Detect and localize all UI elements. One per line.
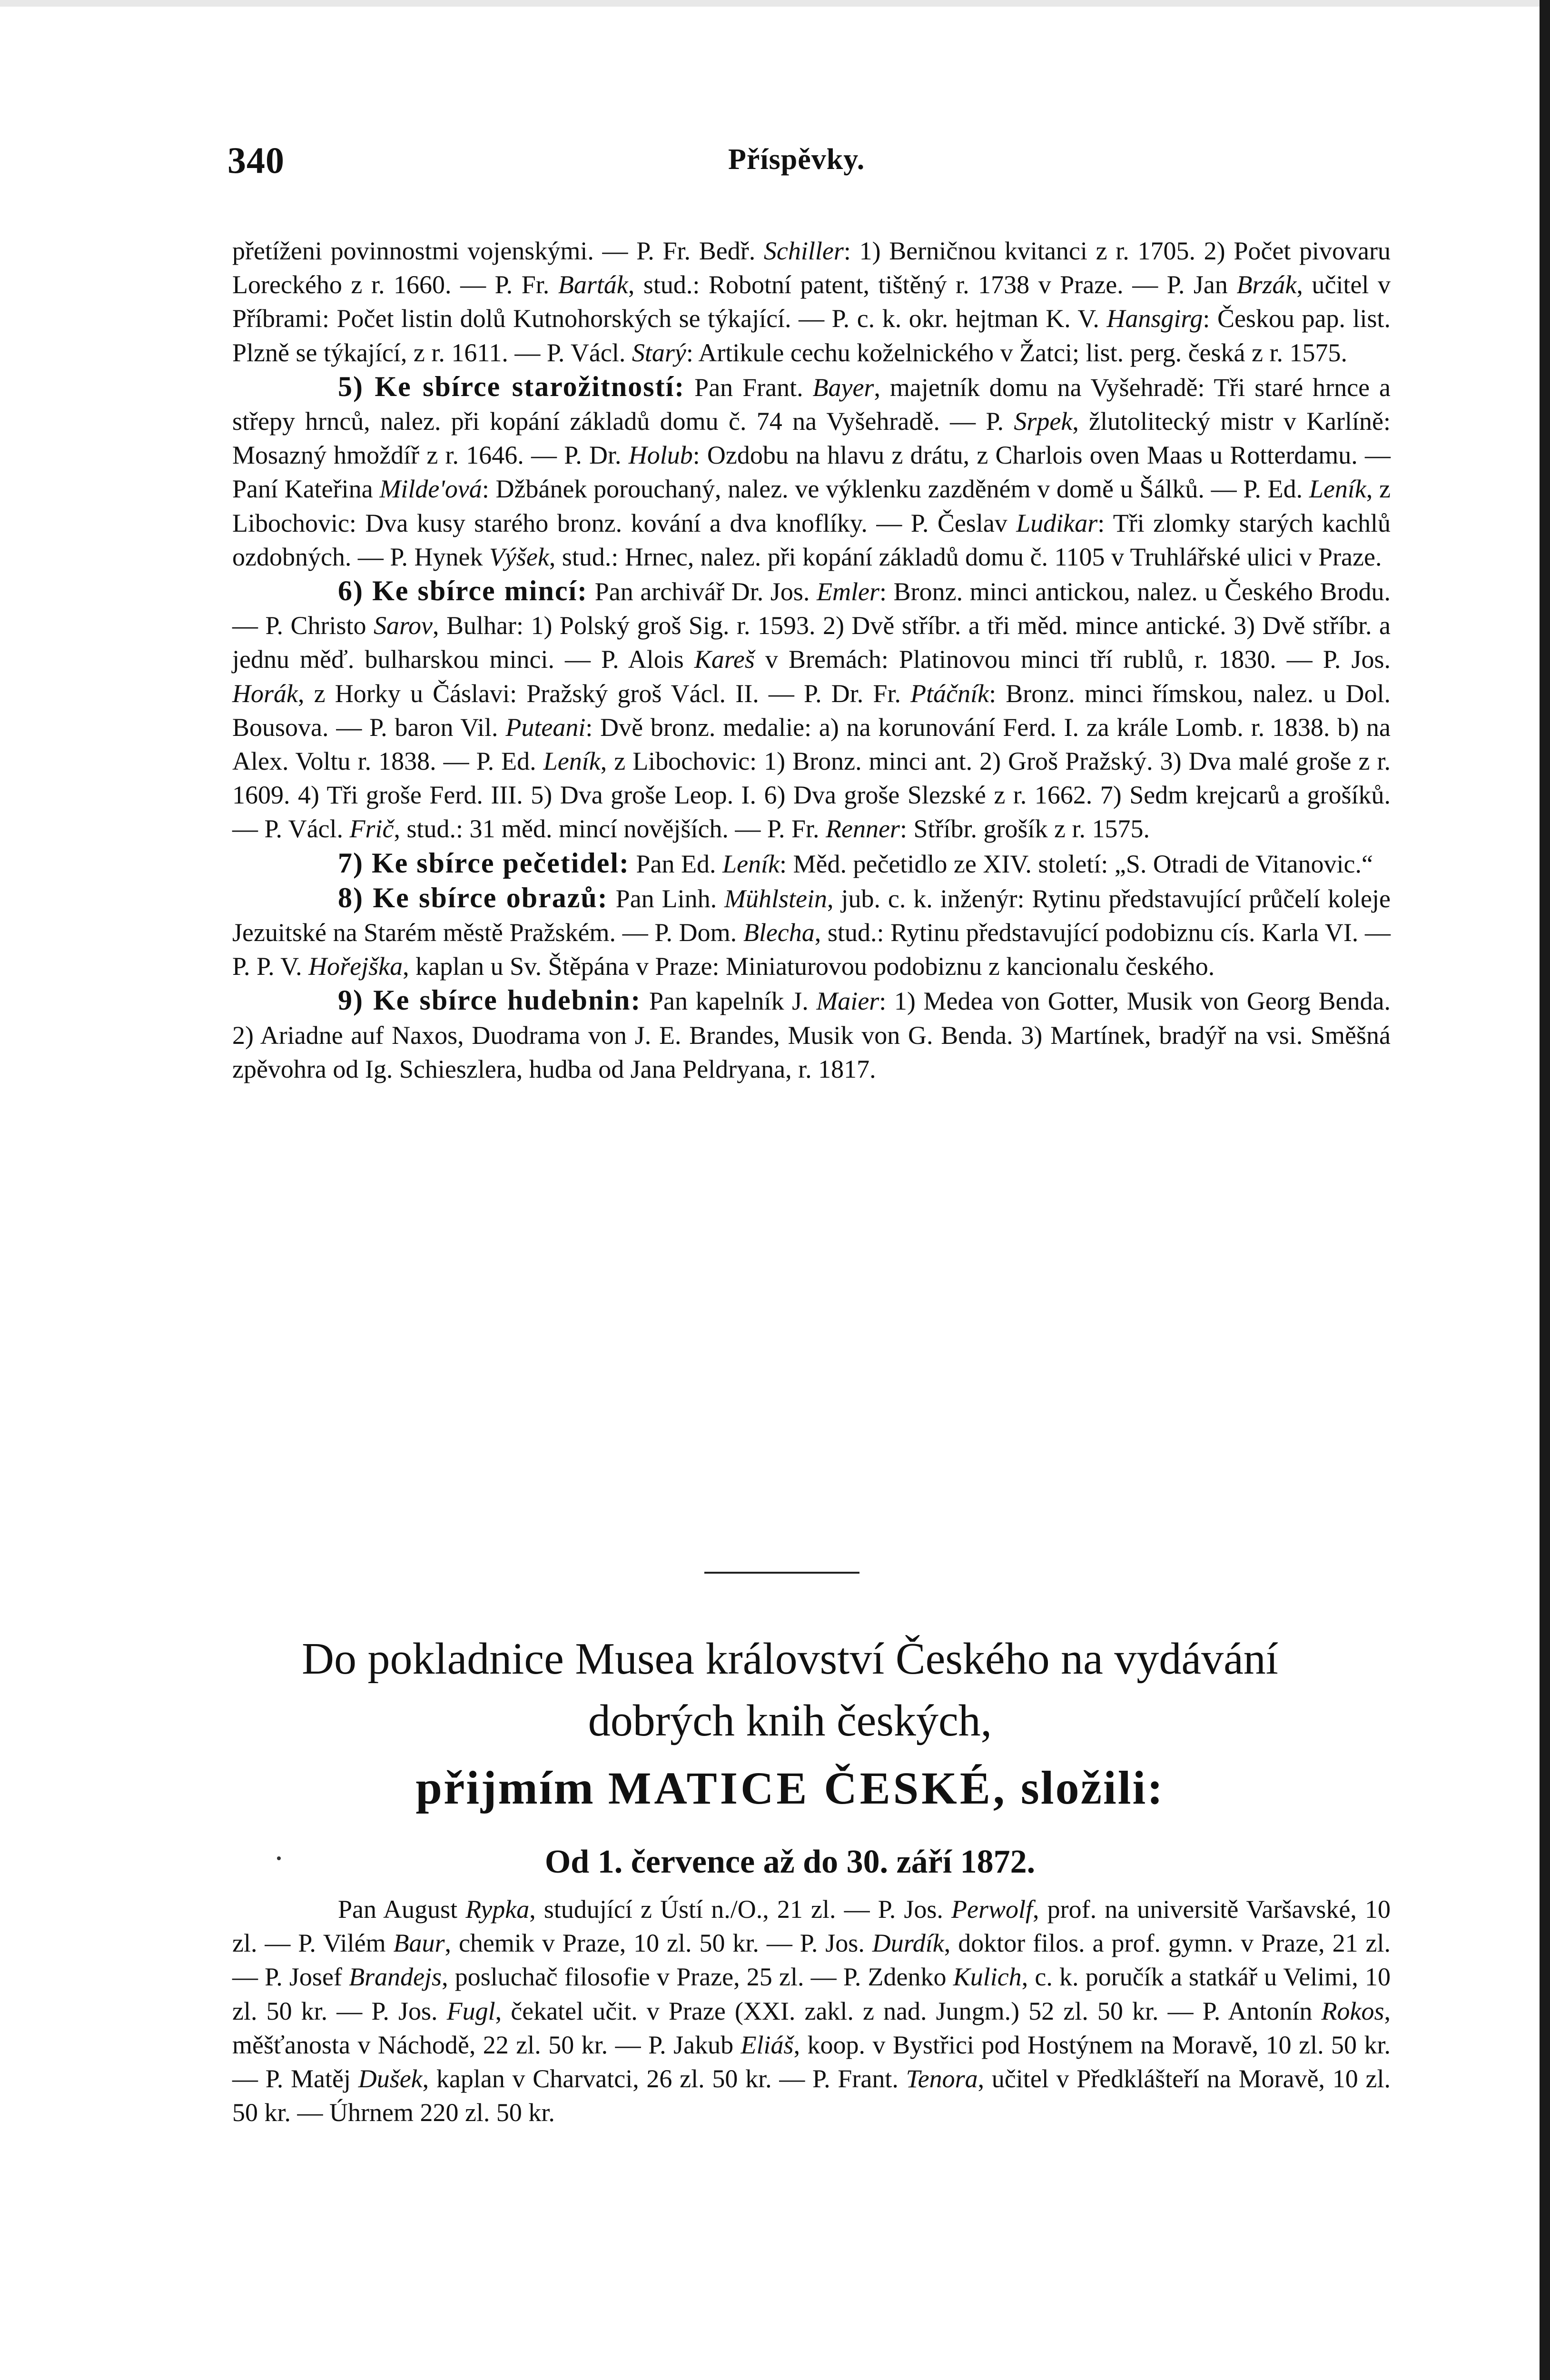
text-run: Pan August [338,1895,466,1924]
person-name: Sarov [374,611,433,640]
collection-heading: 7) Ke sbírce pečetidel: [338,847,630,879]
section-title-line1: Do pokladnice Musea království Českého na vydávání [302,1634,1278,1684]
donors-list [232,1893,1391,2130]
text-run: , z Horky u Čáslavi: Pražský groš Václ. II. — P. Dr. Fr. [297,679,911,708]
person-name: Rokos [1321,1996,1384,2025]
text-run: , z Libochovic: 1) Bronz. minci ant. 2) Groš Pražský. 3) Dva malé groše z r. 1609. 4) Tři groše Ferd. III. 5) Dva groše Leop. I. 6) Dva groše Slezské z r. 1662. 7) Sedm krejcarů a grošíků. — P. Václ. [232,747,1391,843]
collection-heading: 6) Ke sbírce mincí: [338,575,588,607]
person-name: Milde'ová [379,475,482,504]
subtitle-pre: přijmím [415,1761,595,1814]
section-title [190,1628,1390,1752]
paragraph-donors [232,1893,1391,2130]
person-name: Brzák [1236,270,1297,299]
text-run: : Ozdobu na hlavu z drátu, z Charlois oven Maas u Rotterdamu. — Paní Kateřina [232,441,1391,504]
person-name: Hansgirg [1106,304,1203,333]
person-name: Starý [632,338,686,367]
text-run: , kaplan v Charvatci, 26 zl. 50 kr. — P. Frant. [422,2064,906,2093]
text-run: přetíženi povinnostmi vojenskými. — P. Fr. Bedř. [232,237,764,265]
collection-heading: 5) Ke sbírce starožitností: [338,370,685,402]
text-run: , Bulhar: 1) Polský groš Sig. r. 1593. 2) Dvě stříbr. a tři měd. mince antické. 3) Dvě stříbr. a jednu měď. bulharskou minci. — P. Alois [232,611,1391,674]
text-run: Pan kapelník J. [641,987,817,1016]
text-run: , učitel v Předklášteří na Moravě, 10 zl. 50 kr. — Úhrnem 220 zl. 50 kr. [232,2064,1391,2127]
text-run: : Českou pap. list. Plzně se týkající, z r. 1611. — P. Václ. [232,304,1391,367]
person-name: Baur [393,1929,445,1958]
person-name: Emler [817,577,880,606]
person-name: Puteani [505,713,586,742]
text-run: , stud.: 31 měd. mincí novějších. — P. Fr. [394,814,826,843]
paragraph-pictures [232,881,1391,984]
person-name: Ptáčník [910,679,989,708]
paragraph-continuation [232,234,1391,370]
text-run: , stud.: Rytinu představující podobiznu cís. Karla VI. — P. P. V. [232,918,1391,981]
text-run: , chemik v Praze, 10 zl. 50 kr. — P. Jos. [444,1929,872,1958]
paragraph-seals [232,846,1391,881]
text-run: , majetník domu na Vyšehradě: Tři staré hrnce a střepy hrnců, nalez. při kopání základů domu č. 74 na Vyšehradě. — P. [232,373,1391,436]
text-run: , prof. na universitě Varšavské, 10 zl. — P. Vilém [232,1895,1391,1958]
person-name: Schiller [763,237,844,265]
contributions-list [232,234,1391,1086]
subtitle-matice: MATICE ČESKÉ, [608,1763,1007,1814]
scan-right-border [1540,0,1550,2380]
text-run: , koop. v Bystřici pod Hostýnem na Moravě, 10 zl. 50 kr. — P. Matěj [232,2030,1391,2093]
person-name: Eliáš [740,2030,794,2059]
person-name: Leník [1309,475,1366,504]
person-name: Rypka [465,1895,530,1924]
text-run: Pan Linh. [608,884,725,913]
text-run: , stud.: Robotní patent, tištěný r. 1738 v Praze. — P. Jan [628,270,1237,299]
text-run: , jub. c. k. inženýr: Rytinu představující průčelí koleje Jezuitské na Starém městě Pražském. — P. Dom. [232,884,1391,947]
text-run: , studující z Ústí n./O., 21 zl. — P. Jos. [529,1895,952,1924]
text-run: , měšťanosta v Náchodě, 22 zl. 50 kr. — P. Jakub [232,1996,1391,2059]
text-run: : Stříbr. grošík z r. 1575. [899,814,1150,843]
person-name: Srpek [1014,407,1073,436]
person-name: Barták [558,270,628,299]
text-run: , čekatel učit. v Praze (XXI. zakl. z nad. Jungm.) 52 zl. 50 kr. — P. Antonín [495,1996,1322,2025]
text-run: : Bronz. minci římskou, nalez. u Dol. Bousova. — P. baron Vil. [232,679,1391,742]
section-divider [704,1572,859,1574]
person-name: Dušek [358,2064,423,2093]
paragraph-antiquities [232,370,1391,574]
person-name: Ludikar [1016,508,1098,537]
text-run: : 1) Berničnou kvitanci z r. 1705. 2) Počet pivovaru Loreckého z r. 1660. — P. Fr. [232,237,1391,299]
text-run: , c. k. poručík a statkář u Velimi, 10 zl. 50 kr. — P. Jos. [232,1963,1391,2025]
person-name: Bayer [812,373,874,402]
section-title-line2: dobrých knih českých, [588,1696,992,1745]
collection-heading: 9) Ke sbírce hudebnin: [338,984,642,1016]
page-number: 340 [227,139,285,181]
person-name: Mühlstein [724,884,828,913]
person-name: Fugl [446,1996,495,2025]
person-name: Maier [816,987,879,1016]
person-name: Horák [232,679,298,708]
text-run: Pan Frant. [685,373,813,402]
text-run: , kaplan u Sv. Štěpána v Praze: Miniaturovou podobiznu z kancionalu českého. [403,952,1215,981]
person-name: Blecha [743,918,815,947]
collection-heading: 8) Ke sbírce obrazů: [338,882,608,913]
person-name: Hořejška [308,952,403,981]
person-name: Leník [722,849,780,878]
person-name: Tenora [906,2064,978,2093]
running-title: Příspěvky. [728,143,865,176]
person-name: Kareš [694,645,755,674]
text-run: , žlutolitecký mistr v Karlíně: Mosazný hmoždíř z r. 1646. — P. Dr. [232,407,1391,470]
person-name: Leník [543,747,601,776]
text-run: : Artikule cechu koželnického v Žatci; list. perg. česká z r. 1575. [686,338,1347,367]
period-heading: Od 1. července až do 30. září 1872. [544,1844,1036,1880]
text-run: Pan archivář Dr. Jos. [588,577,817,606]
person-name: Perwolf [951,1895,1033,1924]
text-run: Pan Ed. [630,849,723,878]
text-run: : Bronz. minci antickou, nalez. u Českého Brodu. — P. Christo [232,577,1391,640]
text-run: : 1) Medea von Gotter, Musik von Georg Benda. 2) Ariadne auf Naxos, Duodrama von J. E. Brandes, Musik von G. Benda. 3) Martínek, bradýř na vsi. Směšná zpěvohra od Ig. Schieszlera, hudba od Jana Peldryana, r. 1817. [232,987,1391,1083]
text-run: , posluchač filosofie v Praze, 25 zl. — P. Zdenko [442,1963,953,1992]
paragraph-coins [232,574,1391,846]
text-run: v Bremách: Platinovou minci tří rublů, r. 1830. — P. Jos. [754,645,1391,674]
text-run: : Dvě bronz. medalie: a) na korunování Ferd. I. za krále Lomb. r. 1838. b) na Alex. Voltu r. 1838. — P. Ed. [232,713,1391,776]
text-run: : Džbánek porouchaný, nalez. ve výklenku zazděném v domě u Šálků. — P. Ed. [482,475,1309,504]
person-name: Kulich [953,1963,1022,1992]
person-name: Frič [349,814,394,843]
section-subtitle [190,1760,1390,1815]
text-run: : Tři zlomky starých kachlů ozdobných. — P. Hynek [232,508,1391,571]
person-name: Durdík [872,1929,944,1958]
text-run: , doktor filos. a prof. gymn. v Praze, 21 zl. — P. Josef [232,1929,1391,1992]
scan-top-margin [0,0,1550,7]
paragraph-music [232,983,1391,1086]
person-name: Výšek [489,542,549,571]
text-run: , stud.: Hrnec, nalez. při kopání základů domu č. 1105 v Truhlářské ulici v Praze. [549,542,1382,571]
person-name: Renner [826,814,900,843]
text-run: : Měd. pečetidlo ze XIV. století: „S. Otradi de Vitanovic.“ [780,849,1373,878]
person-name: Holub [628,441,693,470]
text-run: , učitel v Příbrami: Počet listin dolů Kutnohorských se týkající. — P. c. k. okr. hejtman K. V. [232,270,1391,333]
person-name: Brandejs [349,1963,442,1992]
subtitle-post: složili: [1020,1761,1165,1814]
text-run: , z Libochovic: Dva kusy starého bronz. kování a dva knoflíky. — P. Česlav [232,475,1391,537]
